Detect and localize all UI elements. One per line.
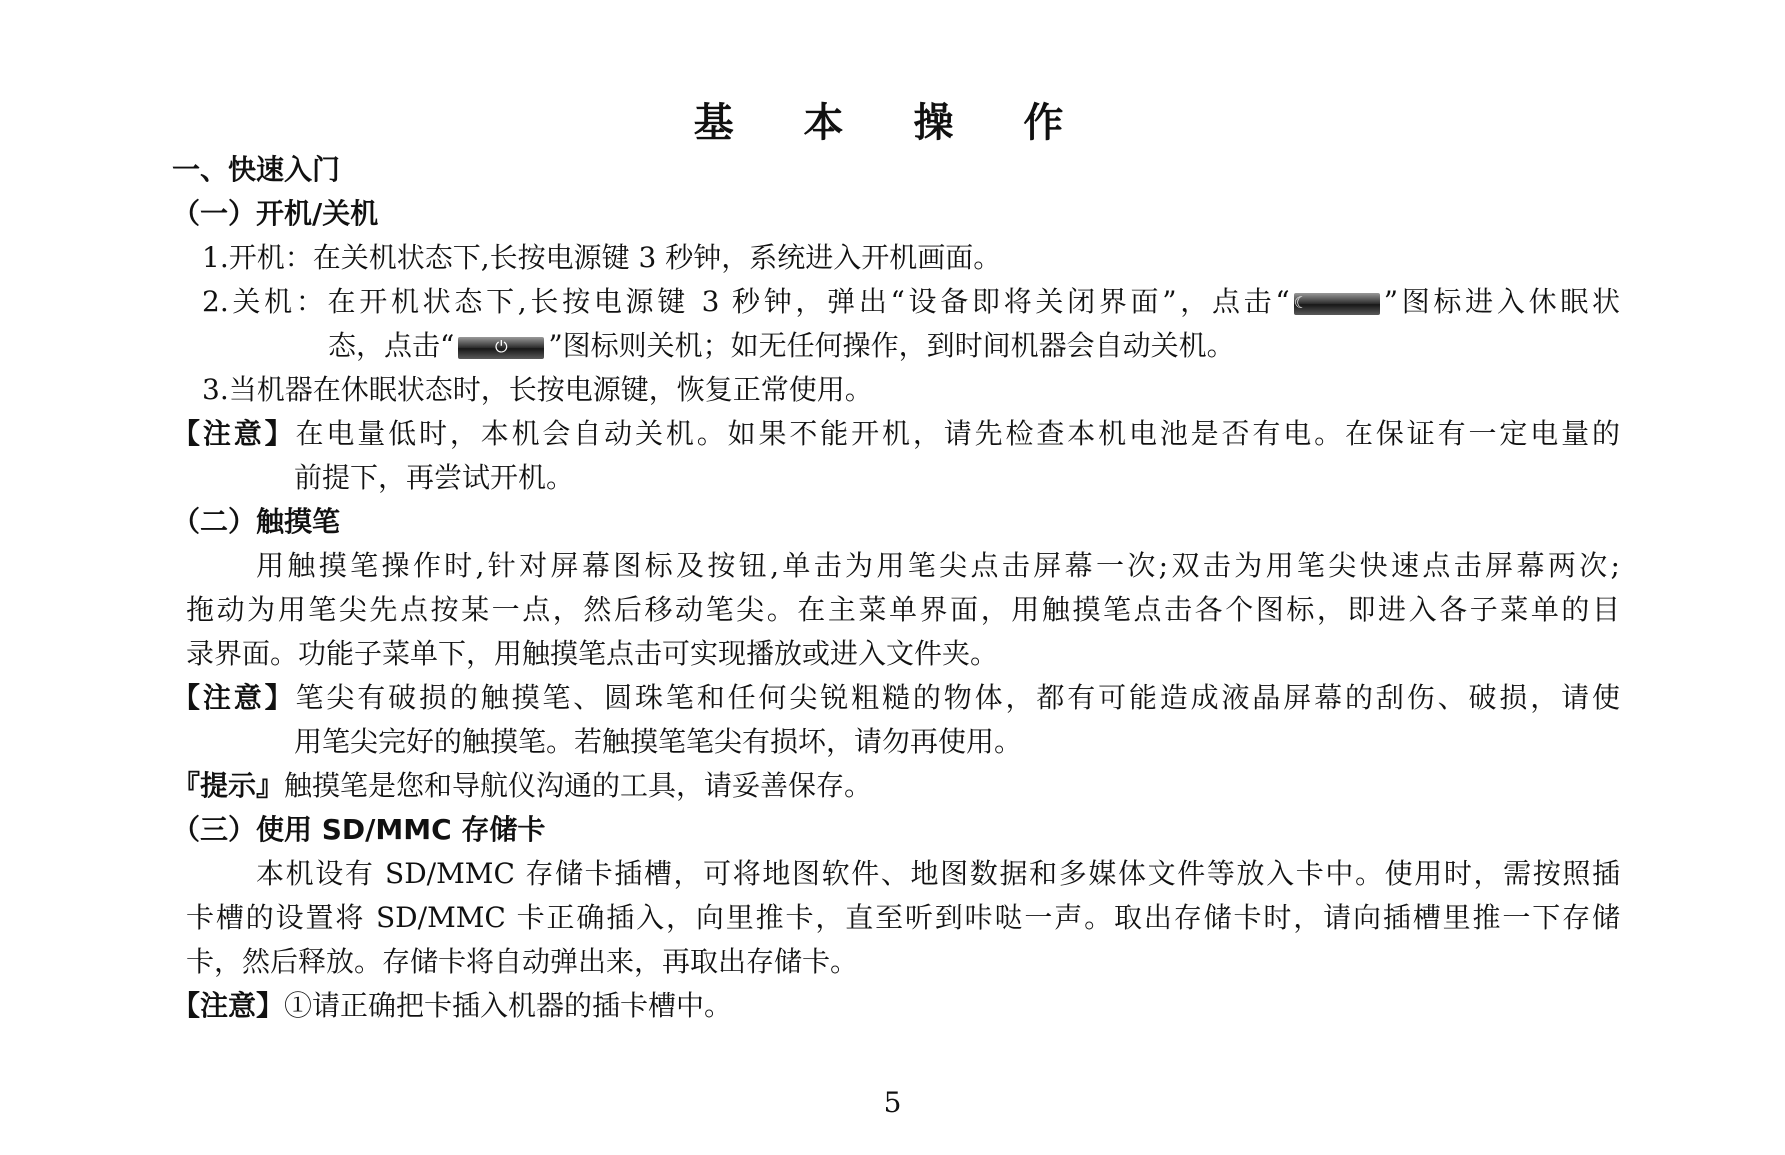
power-off-instruction-line2 [328,324,1235,368]
page-title: 基 本 操 作 [693,100,1092,146]
power-icon [458,337,544,359]
moon-icon [1294,293,1380,315]
note-label: 【注意】 [172,989,285,1022]
note-stylus-damage-line1 [172,676,1620,720]
power-glyph: ⏻ [495,336,508,356]
note-low-battery-line2: 前提下，再尝试开机。 [294,461,575,494]
power-off-text-b: ”图标进入休眠状 [1383,285,1620,318]
subsection-heading-sd-card: （三）使用 SD/MMC 存储卡 [172,813,546,846]
stylus-paragraph-line3: 录界面。功能子菜单下，用触摸笔点击可实现播放或进入文件夹。 [186,637,999,670]
tip-text: 触摸笔是您和导航仪沟通的工具，请妥善保存。 [284,769,873,802]
note-text: 笔尖有破损的触摸笔、圆珠笔和任何尖锐粗糙的物体，都有可能造成液晶屏幕的刮伤、破损，请使 [295,681,1620,714]
tip-label: 『提示』 [172,769,285,802]
sd-card-paragraph-line1: 本机设有 SD/MMC 存储卡插槽，可将地图软件、地图数据和多媒体文件等放入卡中。使用时，需按照插 [256,857,1620,890]
subsection-heading-stylus: （二）触摸笔 [172,505,341,538]
sd-card-paragraph-line3: 卡，然后释放。存储卡将自动弹出来，再取出存储卡。 [186,945,859,978]
note-label: 【注意】 [172,417,296,450]
note-text: 在电量低时，本机会自动关机。如果不能开机，请先检查本机电池是否有电。在保证有一定电量的 [295,417,1620,450]
note-low-battery-line1 [172,412,1620,456]
note-stylus-damage-line2: 用笔尖完好的触摸笔。若触摸笔笔尖有损坏，请勿再使用。 [294,725,1023,758]
page-number: 5 [883,1086,902,1119]
power-off-text-d: ”图标则关机；如无任何操作，到时间机器会自动关机。 [548,329,1235,362]
stylus-paragraph-line2: 拖动为用笔尖先点按某一点，然后移动笔尖。在主菜单界面，用触摸笔点击各个图标，即进入各子菜单的目 [186,593,1620,626]
power-on-instruction: 1.开机：在关机状态下,长按电源键 3 秒钟，系统进入开机画面。 [202,241,1002,274]
moon-glyph: ☾ [1293,292,1309,312]
tip-stylus-care [172,764,872,808]
subsection-heading-power: （一）开机/关机 [172,197,379,230]
section-heading-quick-start: 一、快速入门 [172,153,341,186]
note-label: 【注意】 [172,681,296,714]
power-off-instruction-line1 [202,280,1620,324]
note-text: ①请正确把卡插入机器的插卡槽中。 [284,989,733,1022]
sd-card-paragraph-line2: 卡槽的设置将 SD/MMC 卡正确插入，向里推卡，直至听到咔哒一声。取出存储卡时，请向插槽里推一下存储 [186,901,1620,934]
power-off-text-c: 态，点击“ [328,329,455,362]
note-sd-card-insert [172,984,732,1028]
stylus-paragraph-line1: 用触摸笔操作时,针对屏幕图标及按钮,单击为用笔尖点击屏幕一次;双击为用笔尖快速点击屏幕两次; [256,549,1620,582]
power-off-text-a: 2.关机：在开机状态下,长按电源键 3 秒钟，弹出“设备即将关闭界面”，点击“ [202,285,1290,318]
resume-instruction: 3.当机器在休眠状态时，长按电源键，恢复正常使用。 [202,373,873,406]
